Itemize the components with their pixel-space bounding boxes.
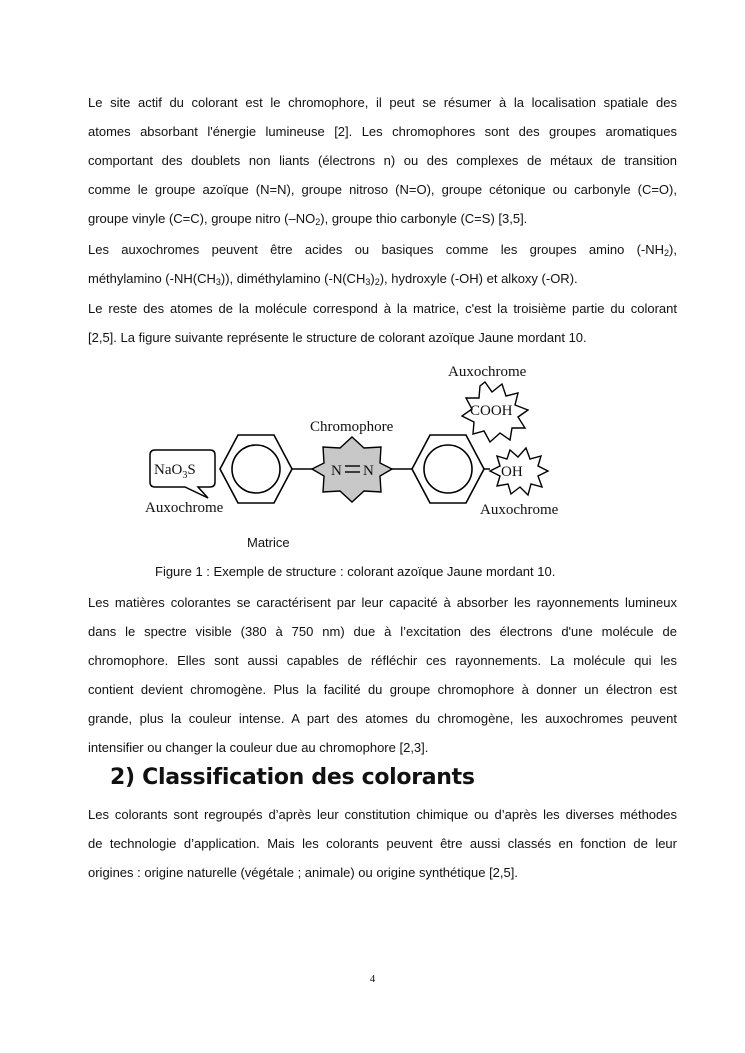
chromophore-label: Chromophore	[310, 419, 394, 435]
cooh-label: COOH	[470, 403, 513, 419]
page-number: 4	[369, 973, 376, 985]
azo-dye-structure-figure	[140, 360, 585, 525]
auxochrome-top-label: Auxochrome	[448, 364, 527, 380]
auxochrome-right-label: Auxochrome	[480, 502, 559, 518]
text-line: Les colorants sont regroupés d’après leur constitution chimique ou d’après les diverses méthodes	[88, 807, 677, 822]
paragraph-auxochromes	[88, 235, 677, 293]
figure-caption: Figure 1 : Exemple de structure : colorant azoïque Jaune mordant 10.	[155, 564, 556, 579]
text-fragment: )), diméthylamino (-N(CH	[220, 271, 366, 286]
section-heading: 2) Classification des colorants	[110, 765, 475, 790]
subscript: 3	[215, 277, 221, 287]
text-line	[88, 264, 677, 293]
paragraph-matieres-colorantes	[88, 588, 677, 762]
text-line: de technologie d’application. Mais les colorants peuvent être aussi classés en fonction de leur	[88, 836, 677, 851]
text-line: comme le groupe azoïque (N=N), groupe nitroso (N=O), groupe cétonique ou carbonyle (C=O),	[88, 182, 677, 197]
matrice-label: Matrice	[247, 535, 290, 550]
text-fragment: groupe vinyle (C=C), groupe nitro (–NO	[88, 211, 316, 226]
auxochrome-left-label: Auxochrome	[145, 500, 224, 516]
text-fragment: ),	[669, 242, 677, 257]
text-fragment: ), hydroxyle (-OH) et alkoxy (-OR).	[379, 271, 578, 286]
text-line: Le reste des atomes de la molécule correspond à la matrice, c'est la troisième partie du colorant	[88, 301, 677, 316]
structure-diagram	[140, 360, 585, 525]
text-line	[88, 235, 677, 264]
text-line: grande, plus la couleur intense. A part des atomes du chromogène, les auxochromes peuvent	[88, 711, 677, 726]
subscript: 2	[374, 277, 380, 287]
text-fragment: méthylamino (-NH(CH	[88, 271, 216, 286]
nitrogen-2: N	[363, 463, 374, 479]
subscript: 2	[315, 217, 321, 227]
text-line	[88, 204, 677, 233]
paragraph-classification	[88, 800, 677, 887]
text-line: intensifier ou changer la couleur due au chromophore [2,3].	[88, 740, 429, 755]
nitrogen-1: N	[331, 463, 342, 479]
naso3-label: NaO$_3$S	[154, 462, 196, 481]
text-line: Les matières colorantes se caractérisent par leur capacité à absorber les rayonnements lumineux	[88, 595, 677, 610]
chromophore-star	[312, 437, 392, 502]
text-line: [2,5]. La figure suivante représente le structure de colorant azoïque Jaune mordant 10.	[88, 330, 587, 345]
subscript: 2	[664, 248, 670, 258]
text-line: atomes absorbant l'énergie lumineuse [2]. Les chromophores sont des groupes aromatiques	[88, 124, 677, 139]
text-line: Le site actif du colorant est le chromophore, il peut se résumer à la localisation spatiale des	[88, 95, 677, 110]
text-fragment: ), groupe thio carbonyle (C=S) [3,5].	[320, 211, 528, 226]
paragraph-matrice	[88, 294, 677, 352]
subscript: 3	[365, 277, 371, 287]
oh-label: OH	[501, 464, 523, 480]
text-line: chromophore. Elles sont aussi capables de réfléchir ces rayonnements. La molécule qui les	[88, 653, 677, 668]
paragraph-chromophore	[88, 88, 677, 233]
text-fragment: Les auxochromes peuvent être acides ou basiques comme les groupes amino (-NH	[88, 242, 665, 257]
text-line: comportant des doublets non liants (électrons n) ou des complexes de métaux de transition	[88, 153, 677, 168]
text-line: contient devient chromogène. Plus la facilité du groupe chromophore à donner un électron est	[88, 682, 677, 697]
text-line: dans le spectre visible (380 à 750 nm) due à l’excitation des électrons d'une molécule de	[88, 624, 677, 639]
text-line: origines : origine naturelle (végétale ; animale) ou origine synthétique [2,5].	[88, 865, 518, 880]
text-fragment: )	[370, 271, 375, 286]
